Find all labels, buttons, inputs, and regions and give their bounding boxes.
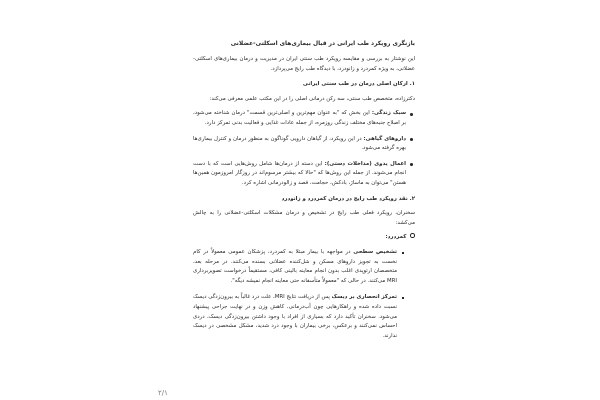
list-item-text: در مواجهه با بیمار مبتلا به کمردرد، پزشکان عمومی معمولاً در کام نخست به تجویز داروهای مسکن و شل‌کننده عضلانی بسنده می‌کنند. در مرحله بعد، متخصصان ارتوپدی اغلب بدون انجام معاینه بالینی کافی، مستقیماً درخواست تصویربرداری MRI می‌کنند. در حالی که "معمولاً متأسفانه حتی معاینه انجام نمیشه دیگه". <box>193 249 397 284</box>
list-item-term: اعمال یدوی (مداخلات دستی): <box>324 160 406 167</box>
list-item-text: در این رویکرد، از گیاهان دارویی گوناگون به منظور درمان و کنترل بیماری‌ها بهره گرفته می‌شود. <box>193 135 406 152</box>
list-item-term: تشخیص سطحی <box>353 249 397 255</box>
page-number: ۲/۱ <box>158 389 168 397</box>
section-2-lead: سخنران، رویکرد فعلی طب رایج در تشخیص و درمان مشکلات اسکلتی-عضلانی را به چالش می‌کشد: <box>193 210 415 226</box>
list-item <box>193 293 397 341</box>
list-item-text: پس از دریافت نتایج MRI، علت درد غالباً به بیرون‌زدگی دیسک نسبت داده شده و راهکارهایی چون آب‌درمانی، کاهش وزن و در نهایت جراحی پیشنهاد می‌شود. سخنران تأکید دارد که بسیاری از افراد با وجود داشتن بیرون‌زدگی دیسک، دردی احساس نمی‌کنند و برعکس، برخی بیماران با وجود درد شدید، مشکل مشخصی در دیسک ندارند. <box>193 294 397 339</box>
section-1-heading: ۱. ارکان اصلی درمان در طب سنتی ایرانی <box>302 81 415 88</box>
list-item-term: داروهای گیاهی: <box>363 135 406 142</box>
list-item-term: سبک زندگی: <box>371 110 406 117</box>
list-item-text: این بخش که "به عنوان مهم‌ترین و اصلی‌ترین قسمت" درمان شناخته می‌شود، بر اصلاح جنبه‌های مختلف زندگی روزمره، از جمله عادات غذایی و فعالیت بدنی تمرکز دارد. <box>193 110 406 126</box>
section-1-lead: دکتر‌زاده، متخصص طب سنتی، سه رکن درمانی اصلی را در این مکتب علمی معرفی می‌کند: <box>209 95 415 102</box>
sublabel-text: کمردرد: <box>385 234 407 241</box>
list-item <box>193 135 406 154</box>
list-item-text: این دسته از درمان‌ها شامل روش‌هایی است که با دست انجام می‌شوند. از جمله این روش‌ها که "حالا که بیشتر مرسوم‌اند در روزگار امروزمون همین‌ها هستن" می‌توان به ماساژ، بادکش، حجامت، فصد و زالودرمانی اشاره کرد. <box>193 160 406 186</box>
list-item-term: تمرکز انحصاری بر دیسک <box>331 294 398 301</box>
document-title: بازنگری رویکرد طب ایرانی در قبال بیماری‌های اسکلتی-عضلانی <box>230 41 415 47</box>
document-page <box>193 40 415 348</box>
back-pain-critique-list <box>193 248 415 341</box>
list-item <box>193 109 406 128</box>
treatment-pillars-list <box>193 109 415 188</box>
list-item <box>193 248 397 286</box>
intro-paragraph: این نوشتار به بررسی و مقایسه رویکرد طب سنتی ایران در مدیریت و درمان بیماری‌های اسکلتی-عضلانی، به ویژه کمردرد و زانودرد، با دیدگاه طب رایج می‌پردازد. <box>193 56 415 72</box>
list-item <box>193 160 406 189</box>
back-pain-sublabel <box>193 233 415 243</box>
section-2-heading: ۲. نقد رویکرد طب رایج در درمان کمردرد و زانودرد <box>281 195 415 202</box>
